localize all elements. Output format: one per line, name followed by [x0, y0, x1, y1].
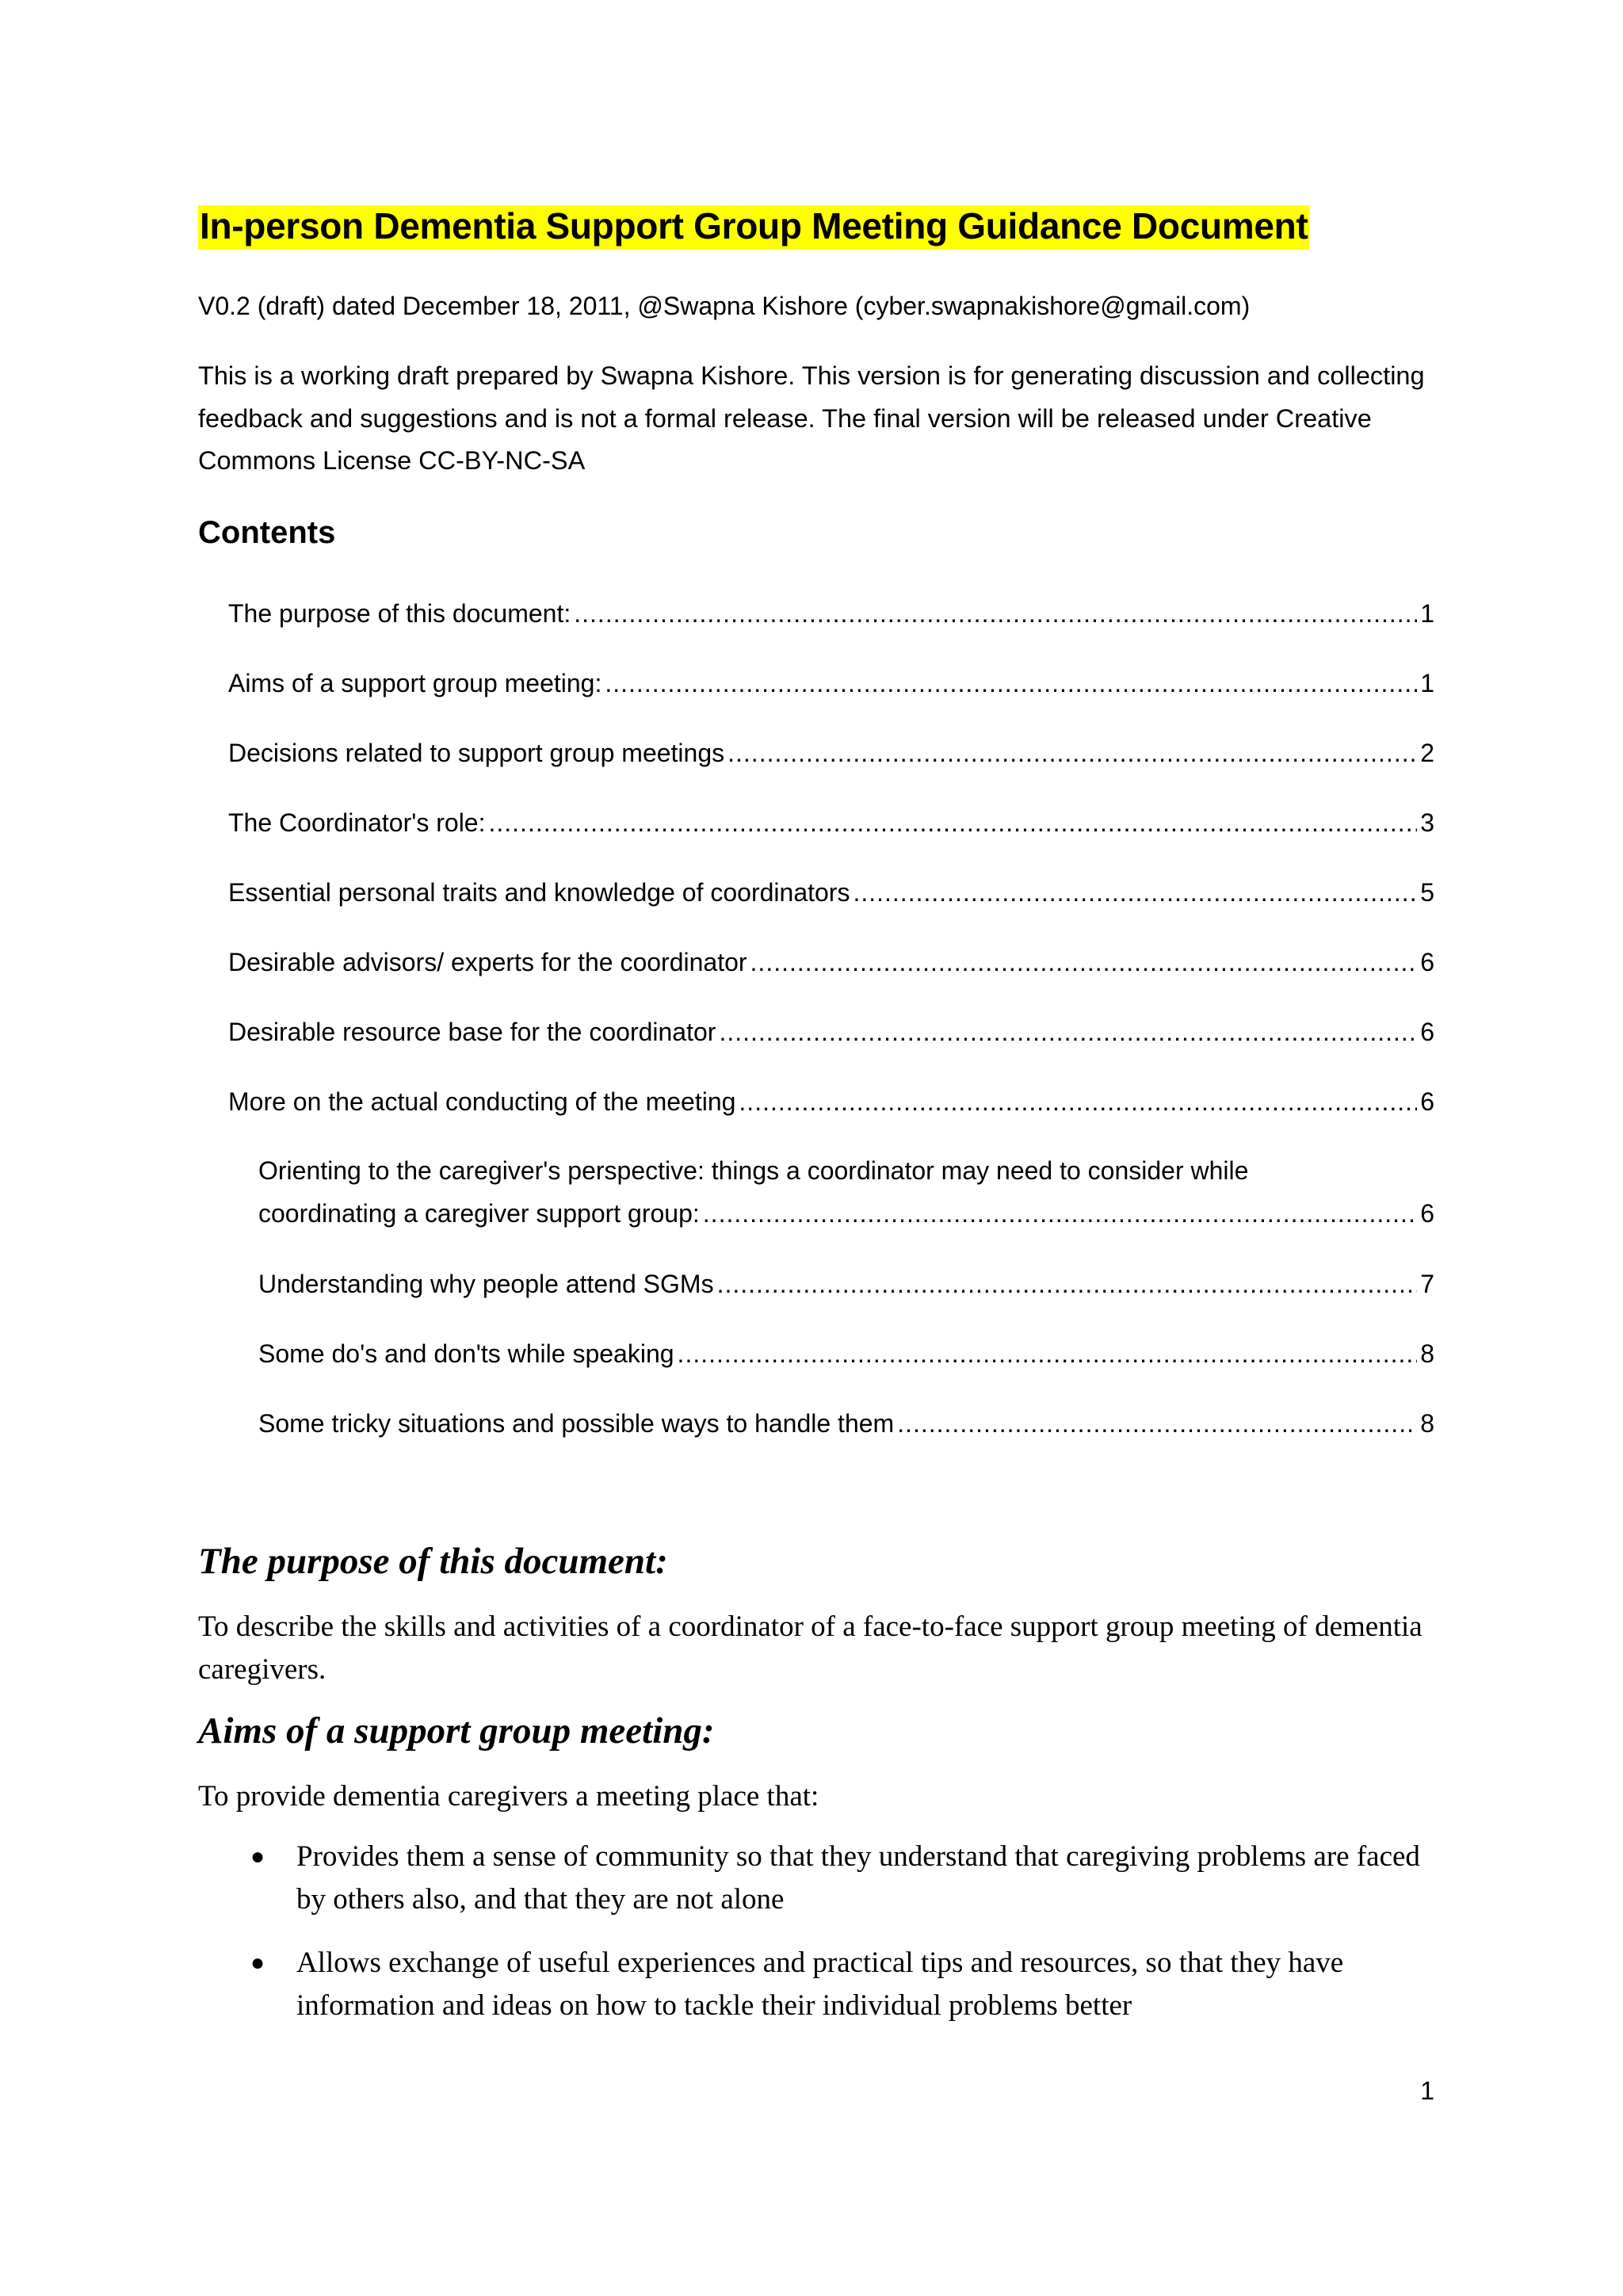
list-item-text: Provides them a sense of community so that they understand that caregiving problems are faced by others also, and that they are not alone [296, 1840, 1420, 1916]
toc-page-number: 8 [1420, 1409, 1434, 1438]
toc-entry-text: Some tricky situations and possible ways to handle them [258, 1409, 895, 1438]
section-body-aims: To provide dementia caregivers a meeting place that: [198, 1780, 819, 1813]
toc-subentry-why-attend[interactable] [258, 1263, 1434, 1305]
toc-entry-text: Understanding why people attend SGMs [258, 1270, 714, 1298]
toc-leader-dots [605, 663, 1417, 704]
aims-bullet-list [198, 1836, 1442, 2048]
toc-entry-text: Aims of a support group meeting: [228, 669, 602, 697]
bullet-icon: ● [250, 1843, 265, 1870]
toc-leader-dots [853, 872, 1417, 913]
toc-leader-dots [717, 1263, 1418, 1305]
toc-leader-dots [719, 1011, 1417, 1052]
section-body-purpose: To describe the skills and activities of a coordinator of a face-to-face support group meeting of dementia caregivers. [198, 1610, 1423, 1686]
toc-leader-dots [727, 732, 1417, 774]
version-line: V0.2 (draft) dated December 18, 2011, @Swapna Kishore (cyber.swapnakishore@gmail.com) [198, 292, 1251, 320]
toc-entry-text: Some do's and don'ts while speaking [258, 1339, 674, 1368]
toc-entry-text: Decisions related to support group meetings [228, 739, 725, 767]
section-heading-purpose: The purpose of this document: [198, 1541, 668, 1582]
toc-leader-dots [703, 1192, 1417, 1235]
toc-leader-dots [574, 593, 1417, 634]
toc-leader-dots [488, 802, 1417, 843]
toc-entry-purpose[interactable] [228, 593, 1434, 634]
toc-subentry-orienting[interactable] [258, 1149, 1434, 1235]
toc-leader-dots [739, 1081, 1417, 1122]
toc-page-number: 2 [1420, 739, 1434, 767]
toc-leader-dots [897, 1403, 1417, 1444]
toc-page-number: 7 [1420, 1270, 1434, 1298]
toc-page-number: 8 [1420, 1339, 1434, 1368]
list-item [198, 1942, 1442, 2027]
toc-entry-conducting[interactable] [228, 1081, 1434, 1122]
page-number: 1 [1420, 2076, 1434, 2105]
toc-page-number: 6 [1420, 1199, 1434, 1228]
toc-page-number: 3 [1420, 808, 1434, 837]
section-heading-aims: Aims of a support group meeting: [198, 1710, 715, 1752]
toc-entry-text: Essential personal traits and knowledge of coordinators [228, 878, 850, 907]
toc-entry-text-line2: coordinating a caregiver support group: [258, 1199, 700, 1228]
toc-entry-text: Desirable resource base for the coordinator [228, 1018, 716, 1046]
toc-page-number: 6 [1420, 1087, 1434, 1116]
toc-page-number: 1 [1420, 599, 1434, 628]
intro-paragraph: This is a working draft prepared by Swapna Kishore. This version is for generating discussion and collecting feedback and suggestions and is not a formal release. The final version will be released under Creative Commons License CC-BY-NC-SA [198, 361, 1425, 475]
toc-entry-text-line1: Orienting to the caregiver's perspective: things a coordinator may need to consider while [258, 1156, 1249, 1185]
toc-entry-text: The Coordinator's role: [228, 808, 486, 837]
toc-entry-line2 [258, 1192, 1434, 1235]
list-item [198, 1836, 1442, 1921]
toc-entry-resources[interactable] [228, 1011, 1434, 1052]
toc-entry-aims[interactable] [228, 663, 1434, 704]
toc-entry-text: More on the actual conducting of the meeting [228, 1087, 736, 1116]
toc-subentry-tricky-situations[interactable] [258, 1403, 1434, 1444]
toc-entry-text: Desirable advisors/ experts for the coordinator [228, 948, 747, 976]
toc-entry-traits[interactable] [228, 872, 1434, 913]
toc-page-number: 5 [1420, 878, 1434, 907]
toc-entry-advisors[interactable] [228, 942, 1434, 983]
toc-page-number: 6 [1420, 948, 1434, 976]
list-item-text: Allows exchange of useful experiences and practical tips and resources, so that they have information and ideas on how to tackle their individual problems better [296, 1946, 1344, 2022]
toc-entry-decisions[interactable] [228, 732, 1434, 774]
toc-entry-coordinator-role[interactable] [228, 802, 1434, 843]
toc-subentry-dos-donts[interactable] [258, 1333, 1434, 1374]
bullet-icon: ● [250, 1950, 265, 1976]
title-highlight: In-person Dementia Support Group Meeting Guidance Document [198, 205, 1309, 250]
toc-page-number: 6 [1420, 1018, 1434, 1046]
document-title [198, 200, 1309, 252]
contents-heading: Contents [198, 515, 336, 550]
toc-leader-dots [750, 942, 1418, 983]
toc-leader-dots [678, 1333, 1418, 1374]
toc-page-number: 1 [1420, 669, 1434, 697]
toc-entry-text: The purpose of this document: [228, 599, 571, 628]
